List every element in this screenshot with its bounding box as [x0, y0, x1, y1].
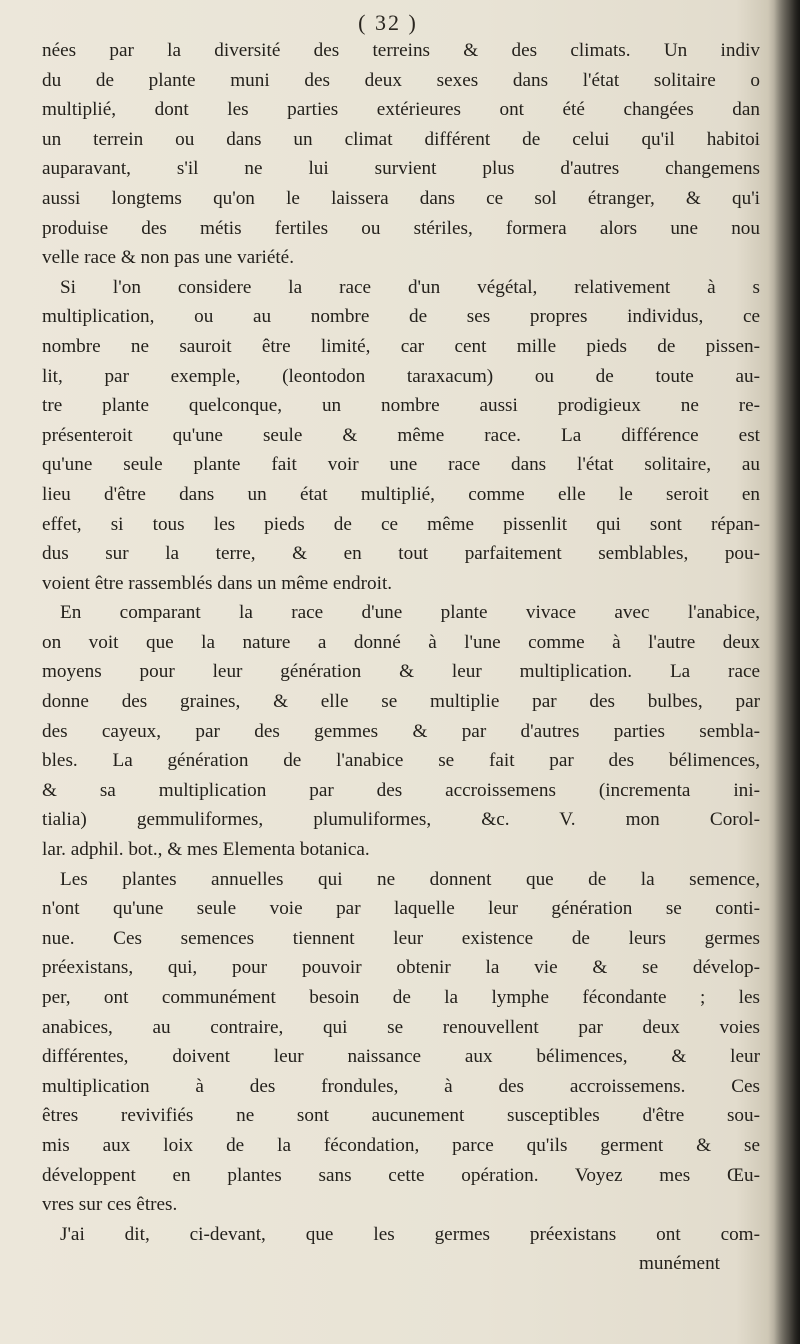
text-line: tre plante quelconque, un nombre aussi prodigieux ne re- [42, 395, 760, 417]
page-edge-shadow [774, 0, 800, 1344]
body-text [42, 36, 760, 1279]
text-line: on voit que la nature a donné à l'une comme à l'autre deux [42, 631, 760, 653]
text-line: différentes, doivent leur naissance aux bélimences, & leur [42, 1046, 760, 1068]
text-line: moyens pour leur génération & leur multiplication. La race [42, 661, 760, 683]
page-number: ( 32 ) [358, 10, 418, 35]
text-line: développent en plantes sans cette opération. Voyez mes Œu- [42, 1164, 760, 1186]
text-line: munément [639, 1253, 720, 1275]
text-line: mis aux loix de la fécondation, parce qu'ils germent & se [42, 1134, 760, 1156]
text-line: nombre ne sauroit être limité, car cent mille pieds de pissen- [42, 335, 760, 357]
text-line: nées par la diversité des terreins & des climats. Un indiv [42, 40, 760, 61]
text-line: multiplié, dont les parties extérieures ont été changées dan [42, 99, 760, 121]
text-line: per, ont communément besoin de la lymphe fécondante ; les [42, 987, 760, 1008]
text-line: & sa multiplication par des accroissemens (incrementa ini- [42, 779, 760, 801]
text-line: voient être rassemblés dans un même endroit. [42, 572, 393, 594]
text-line: aussi longtems qu'on le laissera dans ce sol étranger, & qu'i [42, 187, 760, 209]
text-line: Les plantes annuelles qui ne donnent que de la semence, [60, 868, 760, 890]
text-line: multiplication, ou au nombre de ses propres individus, ce [42, 306, 760, 328]
text-line: multiplication à des frondules, à des accroissemens. Ces [42, 1075, 760, 1097]
text-line: bles. La génération de l'anabice se fait par des bélimences, [42, 750, 760, 772]
text-line: Si l'on considere la race d'un végétal, relativement à s [60, 276, 760, 298]
text-line: lit, par exemple, (leontodon taraxacum) ou de toute au- [42, 365, 760, 387]
text-line: nue. Ces semences tiennent leur existence de leurs germes [42, 927, 760, 949]
text-line: effet, si tous les pieds de ce même pissenlit qui sont répan- [42, 513, 760, 535]
text-line: donne des graines, & elle se multiplie par des bulbes, par [42, 691, 760, 713]
text-line: n'ont qu'une seule voie par laquelle leur génération se conti- [42, 898, 760, 920]
text-line: J'ai dit, ci-devant, que les germes préexistans ont com- [60, 1223, 760, 1245]
text-line: produise des métis fertiles ou stériles, formera alors une nou [42, 217, 760, 239]
text-line: vres sur ces êtres. [42, 1194, 178, 1216]
text-line: En comparant la race d'une plante vivace avec l'anabice, [60, 602, 760, 624]
text-line: du de plante muni des deux sexes dans l'état solitaire o [42, 69, 760, 91]
text-line: qu'une seule plante fait voir une race dans l'état solitaire, au [42, 454, 760, 476]
text-line: un terrein ou dans un climat différent de celui qu'il habitoi [42, 128, 760, 150]
text-line: auparavant, s'il ne lui survient plus d'autres changemens [42, 158, 760, 180]
text-line: préexistans, qui, pour pouvoir obtenir la vie & se dévelop- [42, 957, 760, 979]
text-line: des cayeux, par des gemmes & par d'autres parties sembla- [42, 720, 760, 742]
text-line: présenteroit qu'une seule & même race. La différence est [42, 424, 760, 446]
text-line: dus sur la terre, & en tout parfaitement semblables, pou- [42, 543, 760, 565]
text-line: lar. adphil. bot., & mes Elementa botanica. [42, 839, 370, 861]
text-line: tialia) gemmuliformes, plumuliformes, &c. V. mon Corol- [42, 809, 760, 831]
text-line: anabices, au contraire, qui se renouvellent par deux voies [42, 1016, 760, 1038]
text-line: êtres revivifiés ne sont aucunement susceptibles d'être sou- [42, 1105, 760, 1127]
text-line: velle race & non pas une variété. [42, 247, 294, 269]
text-line: lieu d'être dans un état multiplié, comme elle le seroit en [42, 483, 760, 505]
